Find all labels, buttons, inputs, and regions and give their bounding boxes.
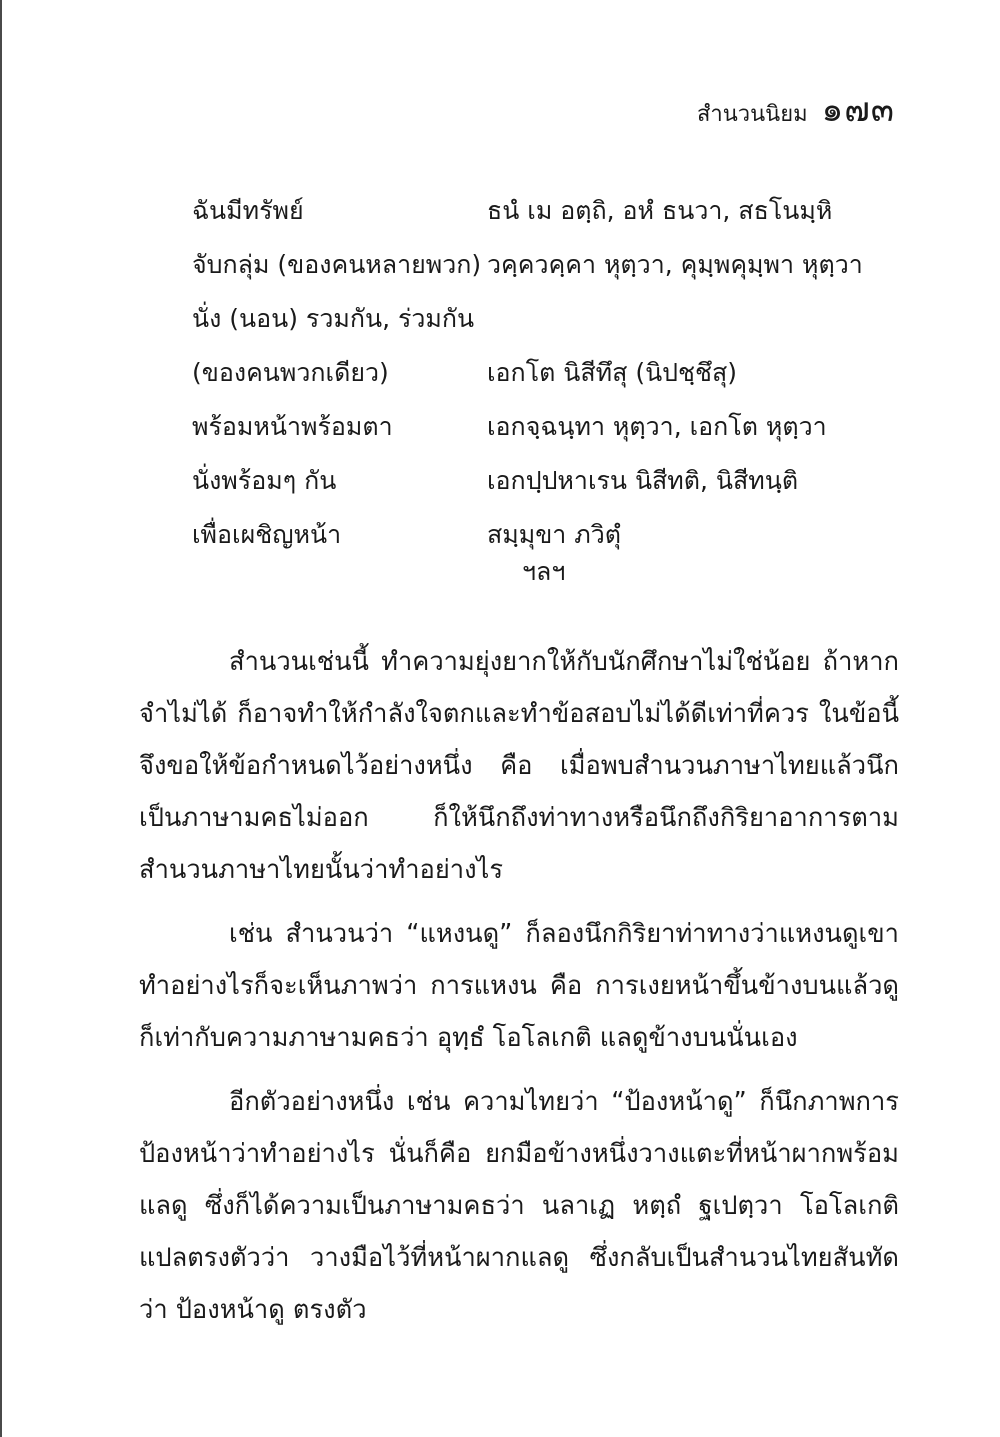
thai-term: (ของคนพวกเดียว) [192,358,389,387]
pali-term: ธนํ เม อตฺถิ, อหํ ธนวา, สธโนมฺหิ [487,196,833,225]
vocabulary-row [192,346,912,400]
pali-term: เอกจฺฉนฺทา หุตฺวา, เอกโต หุตฺวา [487,412,827,441]
body-text [139,636,899,1348]
paragraph [139,1076,899,1336]
running-title: สำนวนนิยม [696,102,808,127]
paragraph-text: สำนวนเช่นนี้ ทำความยุ่งยากให้กับนักศึกษาไม่ใช่น้อย ถ้าหากจำไม่ได้ ก็อาจทำให้กำลังใจตกและทำข้อสอบไม่ได้ดีเท่าที่ควร ในข้อนี้จึงขอให้ข้อกำหนดไว้อย่างหนึ่ง คือ เมื่อพบสำนวนภาษาไทยแล้วนึกเป็นภาษามคธไม่ออก ก็ให้นึกถึงท่าทางหรือนึกถึงกิริยาอาการตามสำนวนภาษาไทยนั้นว่าทำอย่างไร [139,647,899,885]
pali-term: เอกปฺปหาเรน นิสีทติ, นิสีทนฺติ [487,466,799,495]
vocabulary-row [192,238,912,292]
paragraph [139,636,899,896]
vocabulary-list [192,184,912,562]
vocabulary-row [192,184,912,238]
pali-term: วคฺควคฺคา หุตฺวา, คุมฺพคุมฺพา หุตฺวา [487,250,863,279]
etc-mark: ฯลฯ [522,557,566,586]
pali-term: สมฺมุขา ภวิตุํ [487,520,622,549]
thai-term: เพื่อเผชิญหน้า [192,520,342,549]
pali-term: เอกโต นิสีทึสุ (นิปชฺชึสุ) [487,358,737,387]
paragraph [139,908,899,1064]
page-number: ๑๗๓ [821,90,895,130]
thai-term: ฉันมีทรัพย์ [192,196,304,225]
thai-term: นั่งพร้อมๆ กัน [192,466,337,495]
thai-term: พร้อมหน้าพร้อมตา [192,412,393,441]
thai-term: จับกลุ่ม (ของคนหลายพวก) [192,250,482,279]
running-header [697,82,895,136]
vocabulary-row [192,400,912,454]
thai-term: นั่ง (นอน) รวมกัน, ร่วมกัน [192,304,475,333]
vocabulary-row [192,454,912,508]
vocabulary-row [192,292,912,346]
paragraph-text: เช่น สำนวนว่า “แหงนดู” ก็ลองนึกกิริยาท่าทางว่าแหงนดูเขาทำอย่างไรก็จะเห็นภาพว่า การแหงน คือ การเงยหน้าขึ้นข้างบนแล้วดูก็เท่ากับความภาษามคธว่า อุทฺธํ โอโลเกติ แลดูข้างบนนั่นเอง [139,919,899,1053]
paragraph-text: อีกตัวอย่างหนึ่ง เช่น ความไทยว่า “ป้องหน้าดู” ก็นึกภาพการป้องหน้าว่าทำอย่างไร นั่นก็คือ ยกมือข้างหนึ่งวางแตะที่หน้าผากพร้อมแลดู ซึ่งก็ได้ความเป็นภาษามคธว่า นลาเฏ หตฺถํ ฐเปตฺวา โอโลเกติ แปลตรงตัวว่า วางมือไว้ที่หน้าผากแลดู ซึ่งกลับเป็นสำนวนไทยสันทัดว่า ป้องหน้าดู ตรงตัว [139,1087,899,1325]
